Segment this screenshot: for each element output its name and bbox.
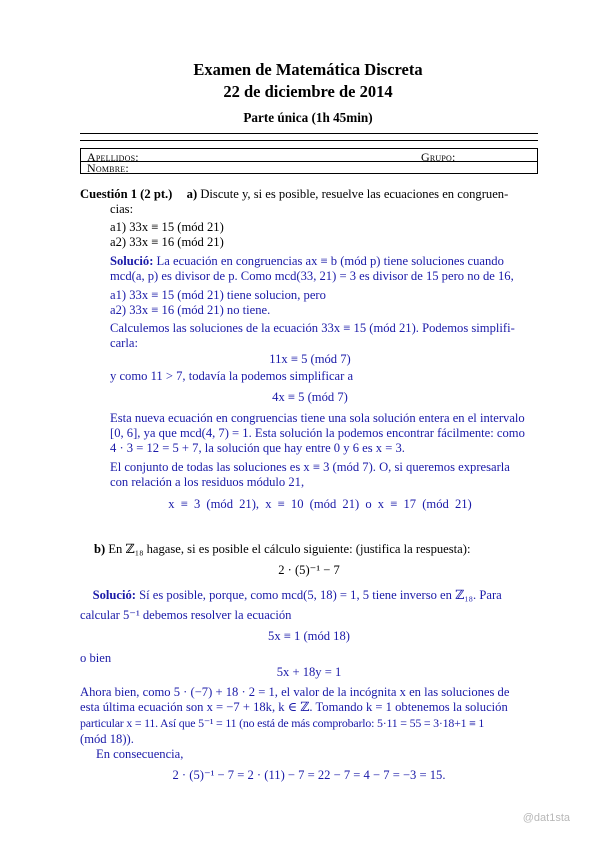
solution-a1: a1) 33x ≡ 15 (mód 21) tiene solucion, pero [110,288,326,302]
final-solutions: x ≡ 3 (mód 21), x ≡ 10 (mód 21) o x ≡ 17 (mód 21) [168,497,472,511]
q1b-expression: 2 · (5)⁻¹ − 7 [278,563,340,577]
equation-simplified-2: 4x ≡ 5 (mód 7) [272,390,348,404]
ahora-text: esta última ecuación son x = −7 + 18k, k ∈ ℤ. Tomando k = 1 obtenemos la solución [80,700,508,714]
solution-text: La ecuación en congruencias ax ≡ b (mód p) tiene soluciones cuando [156,254,504,268]
equation-congruence: 5x ≡ 1 (mód 18) [268,629,350,643]
exam-part: Parte única (1h 45min) [243,110,373,125]
ahora-text: Ahora bien, como 5 · (−7) + 18 · 2 = 1, el valor de la incógnita x en las soluciones de [80,685,510,699]
equation-simplified: 11x ≡ 5 (mód 7) [269,352,351,366]
divider [80,133,538,134]
nueva-text: 4 · 3 = 12 = 5 + 7, la solución que hay entre 0 y 6 es x = 3. [110,441,405,455]
nueva-text: Esta nueva ecuación en congruencias tiene una sola solución entera en el intervalo [110,411,525,425]
calc-text: Calculemos las soluciones de la ecuación 33x ≡ 15 (mód 21). Podemos simplifi- [110,321,515,335]
apellidos-label: Apellidos: [87,150,139,164]
q1a1-equation: a1) 33x ≡ 15 (mód 21) [110,220,224,234]
calc-text: carla: [110,336,138,350]
exam-title: Examen de Matemática Discreta [193,60,423,79]
conjunto-text: con relación a los residuos módulo 21, [110,475,305,489]
conjunto-text: El conjunto de todas las soluciones es x ≡ 3 (mód 7). O, si queremos expresarla [110,460,510,474]
student-info-box [80,148,538,174]
q1b-statement [94,541,544,557]
consecuencia-text: En consecuencia, [96,747,184,761]
o-bien-text: o bien [80,651,112,665]
solution-label: Solució: [92,588,136,602]
q1a2-equation: a2) 33x ≡ 16 (mód 21) [110,235,224,249]
solution-label: Solució: [110,254,154,268]
q1a-text-cont: cias: [110,202,134,216]
final-computation: 2 · (5)⁻¹ − 7 = 2 · (11) − 7 = 22 − 7 = 4 − 7 = −3 = 15. [172,768,446,782]
ahora-text: particular x = 11. Así que 5⁻¹ = 11 (no está de más comprobarlo: 5·11 = 55 = 3·18+1 ≡ 1 [80,716,485,730]
nueva-text: [0, 6], ya que mcd(4, 7) = 1. Esta solución la podemos encontrar fácilmente: como [110,426,525,440]
equation-diophantine: 5x + 18y = 1 [276,665,342,679]
box-divider [81,161,537,162]
ahora-text: (mód 18)). [80,732,134,746]
q1-label: Cuestión 1 (2 pt.) [80,187,173,201]
watermark: @dat1sta [522,812,570,824]
grupo-label: Grupo: [421,150,456,164]
q1b-solution [80,587,540,603]
solution-a2: a2) 33x ≡ 16 (mód 21) no tiene. [110,303,271,317]
exam-date: 22 de diciembre de 2014 [223,82,393,101]
q1a-text: Discute y, si es posible, resuelve las ecuaciones en congruen- [200,187,509,201]
q1b-text: En ℤ₁₈ hagase, si es posible el cálculo siguiente: (justifica la respuesta): [108,542,471,556]
divider [80,140,538,141]
solution-text: Sí es posible, porque, como mcd(5, 18) = 1, 5 tiene inverso en ℤ₁₈. Para [139,588,502,602]
solution-text: calcular 5⁻¹ debemos resolver la ecuación [80,608,292,622]
q1a-label: a) [186,187,198,201]
solution-text: mcd(a, p) es divisor de p. Como mcd(33, 21) = 3 es divisor de 15 pero no de 16, [110,269,514,283]
nombre-label: Nombre: [87,161,129,175]
q1-solution-intro [110,253,540,269]
q1-statement [80,186,540,202]
calc-text: y como 11 > 7, todavía la podemos simplificar a [110,369,354,383]
q1b-label: b) [94,542,106,556]
